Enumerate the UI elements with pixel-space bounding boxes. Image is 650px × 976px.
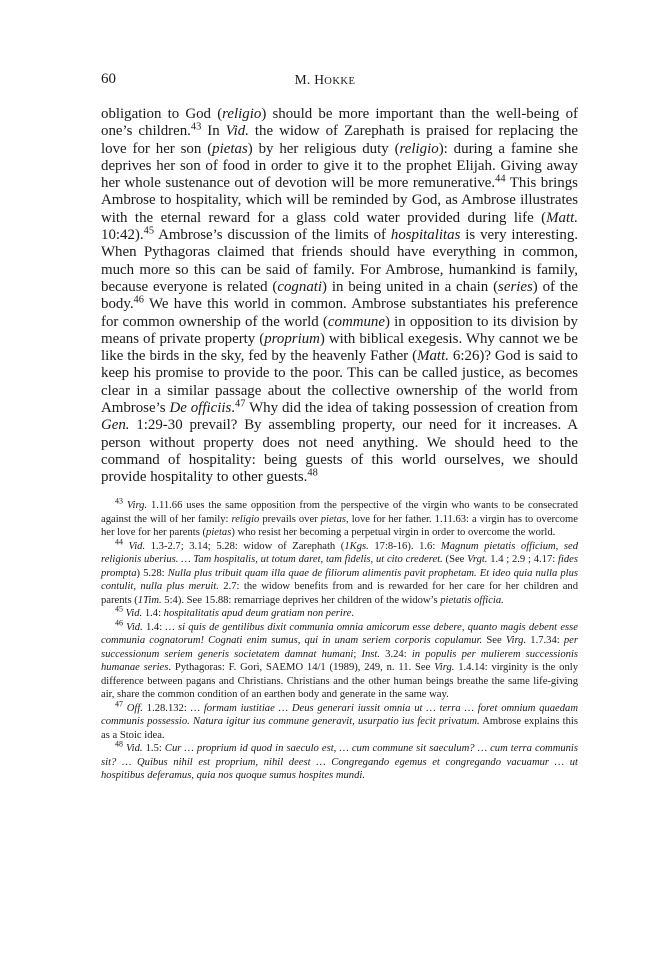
italic-span: pietas [212,140,248,157]
text-span: ) in being united in a chain ( [322,278,499,295]
footnote-marker: 47 [235,398,246,410]
italic-span: 1Kgs. [344,540,369,552]
italic-span: Vid. [126,743,143,754]
italic-span: religio [399,140,439,157]
text-span: Ambrose’s discussion of the limits of [154,227,391,244]
italic-span: pietatis officia. [440,594,504,606]
italic-span: Vid. [125,608,143,619]
text-span: We have this world in common. Ambrose substantiates his preference for common ownership of the world ( [101,296,578,330]
italic-span: pietas [206,527,232,538]
text-span: Why did the idea of taking possession of creation from [245,400,578,417]
text-span: 1.3-2.7; 3.14; 5.28: widow of Zarephath ( [145,540,345,552]
footnote-marker: 46 [133,294,144,306]
text-span: ) in opposition to its division by means of private property ( [101,313,578,347]
text-span: 1.11.66 uses the same opposition from the perspective of the virgin who wants to be consecrated against the will of her family: [101,500,578,525]
footnote-marker: 44 [495,173,506,185]
text-span: 3.24: [380,648,412,660]
italic-span: hospitalitatis apud deum gratiam non perire [163,608,352,619]
text-span: ; [353,648,362,660]
italic-span: Vid. [225,123,249,140]
italic-span: Off. [126,702,143,714]
footnote-marker: 43 [190,121,202,133]
running-head [0,72,650,88]
footnote-marker: 45 [115,604,123,614]
text-span: Ambrose explains this as a Stoic idea. [101,716,578,741]
footnote [101,604,578,621]
text-span: . [351,608,354,619]
footnote-marker: 47 [115,699,123,709]
italic-span: cognati [277,278,323,295]
text-span: 1.4 ; 2.9 ; 4.17: [487,554,558,565]
footnote [101,699,578,743]
text-span: ) of the body. [101,278,578,313]
italic-span: pietas [320,513,347,525]
text-span: 1.4: [142,608,164,619]
italic-span: commune [327,313,385,330]
italic-span: Virg. [126,500,148,511]
italic-span: Virg. [505,635,527,646]
text-span: is very interesting. When Pythagoras claimed that friends should have everything in common, much more so this can be said of family. For Ambrose, humankind is family, because everyone is related ( [101,227,579,295]
italic-span: … formam iustitiae … Deus generari iussit omnia ut … terra … foret omnium quaedam communis possessio. Natura igitur ius commune generavit, usurpatio ius fecit privatum. [101,702,578,727]
text-span: 6:26)? God is said to keep his promise to provide to the poor. This can be called justice, as becomes clear in a similar passage about the collective ownership of the world from Ambrose’s [101,348,578,417]
italic-span: Nulla plus tribuit quam illa quae de filiorum alimentis pavit prophetam. Et ideo quia nulla plus contulit, nulla plus meruit. [101,567,578,592]
footnote-marker: 48 [115,739,123,749]
text-span: ) 5.28: [136,567,168,579]
italic-span: in populis per mulierem successionis humanae series [101,648,579,673]
italic-span: religio [231,513,260,525]
footnotes [101,496,579,783]
italic-span: hospitalitas [390,227,461,244]
text-span: ) who resist her becoming a perpetual virgin in order to overcome the world. [231,527,556,538]
text-span: obligation to God ( [101,106,223,122]
footnote [101,618,579,702]
footnote [101,537,578,608]
text-span: 1.4.14: virginity is the only difference between pagans and Christians. Christians and the other human beings breathe the same life-giving air, share the common condition of an earthen body and generate in the same way. [101,662,579,700]
italic-span: 1Tim. [137,594,162,606]
italic-span: Matt. [546,209,578,226]
footnote-marker: 46 [115,618,123,628]
page-number: 60 [101,71,116,87]
main-text [101,106,578,487]
text-span: See [482,635,506,646]
text-span: ) should be more important than the well-being of one’s children. [101,106,578,140]
text-span: 10:42). [101,227,144,244]
author-rest: OKKE [324,76,356,87]
text-span: prevails over [259,513,321,525]
text-span: 1.7.34: [526,635,564,646]
text-span: 17:8-16). 1.6: [368,540,441,552]
text-span: 1.5: [142,743,165,754]
text-span: 1.28.132: [142,702,191,714]
italic-span: Magnum pietatis officium, sed religionis uberius. … Tam hospitalis, ut totum daret, tam fidelis, ut cito crederet. [101,540,578,565]
text-span: This brings Ambrose to hospitality, which will be reminded by God, as Ambrose illustrates with the eternal reward for a glass cold water provided during life ( [101,175,578,226]
text-span: ): during a famine she deprives her son of food in order to give it to the prophet Elijah. Giving away her whole sustenance out of devotion will be more remunerative. [101,140,578,192]
italic-span: religio [222,106,262,122]
text-span: ) by her religious duty ( [247,140,400,157]
text-span: , love for her father. 1.11.63: a virgin has to overcome her love for her parents ( [101,513,578,538]
italic-span: Vid. [126,621,143,633]
text-span: . [231,400,236,417]
italic-span: proprium [264,330,320,347]
author-initial: M. H [294,72,325,87]
italic-span: Vrgt. [467,554,488,565]
text-span: 5:4). See 15.88: remarriage deprives her children of the widow’s [161,594,441,606]
footnote-marker: 48 [307,467,318,479]
text-span: (See [442,554,468,565]
footnote [101,739,578,783]
italic-span: … si quis de gentilibus dixit communia omnia amicorum esse debere, quanto magis debent esse communia cognatorum! Cognati enim sumus, qui in unam seriem corporis copulamur. [101,621,578,646]
text-span: ) with biblical exegesis. Why cannot we be like the birds in the sky, fed by the heavenly Father ( [101,330,578,365]
italic-span: per successionum seriem generis societatem damnat humani [101,635,578,660]
footnote-marker: 45 [143,225,155,237]
text-span: 1.4: [142,621,166,633]
text-span: In [201,123,226,140]
text-span: the widow of Zarephath is praised for replacing the love for her son ( [101,123,578,157]
italic-span: Inst. [361,648,381,660]
italic-span: series [498,278,533,295]
italic-span: De officiis [169,400,232,417]
italic-span: Cur … proprium id quod in saeculo est, … cum commune sit saeculum? … cum terra communis sit? … Quibus nihil est proprium, nihil deest … Congregando egemus et congregando vacuamur … ut hospitibus deferamus, quia nos quoque sumus hospites mundi. [101,743,578,781]
italic-span: Matt. [417,348,449,365]
italic-span: Vid. [128,540,146,552]
text-span: . Pythagoras: F. Gori, SAEMO 14/1 (1989), 249, n. 11. See [168,662,435,673]
italic-span: fides prompta [101,554,578,579]
text-span: 2.7: the widow benefits from and is rewarded for her care for her children and parents ( [101,581,578,606]
footnote-marker: 43 [115,496,123,506]
italic-span: Gen. [101,417,130,434]
italic-span: Virg. [434,662,455,673]
footnote-marker: 44 [115,537,123,547]
footnote [101,496,578,540]
text-span: 1:29-30 prevail? By assembling property, our need for it increases. A person without property does not need anything. We should heed to the command of hospitality: being guests of this world ourselves, we should provide hospitality to other guests. [101,417,578,486]
